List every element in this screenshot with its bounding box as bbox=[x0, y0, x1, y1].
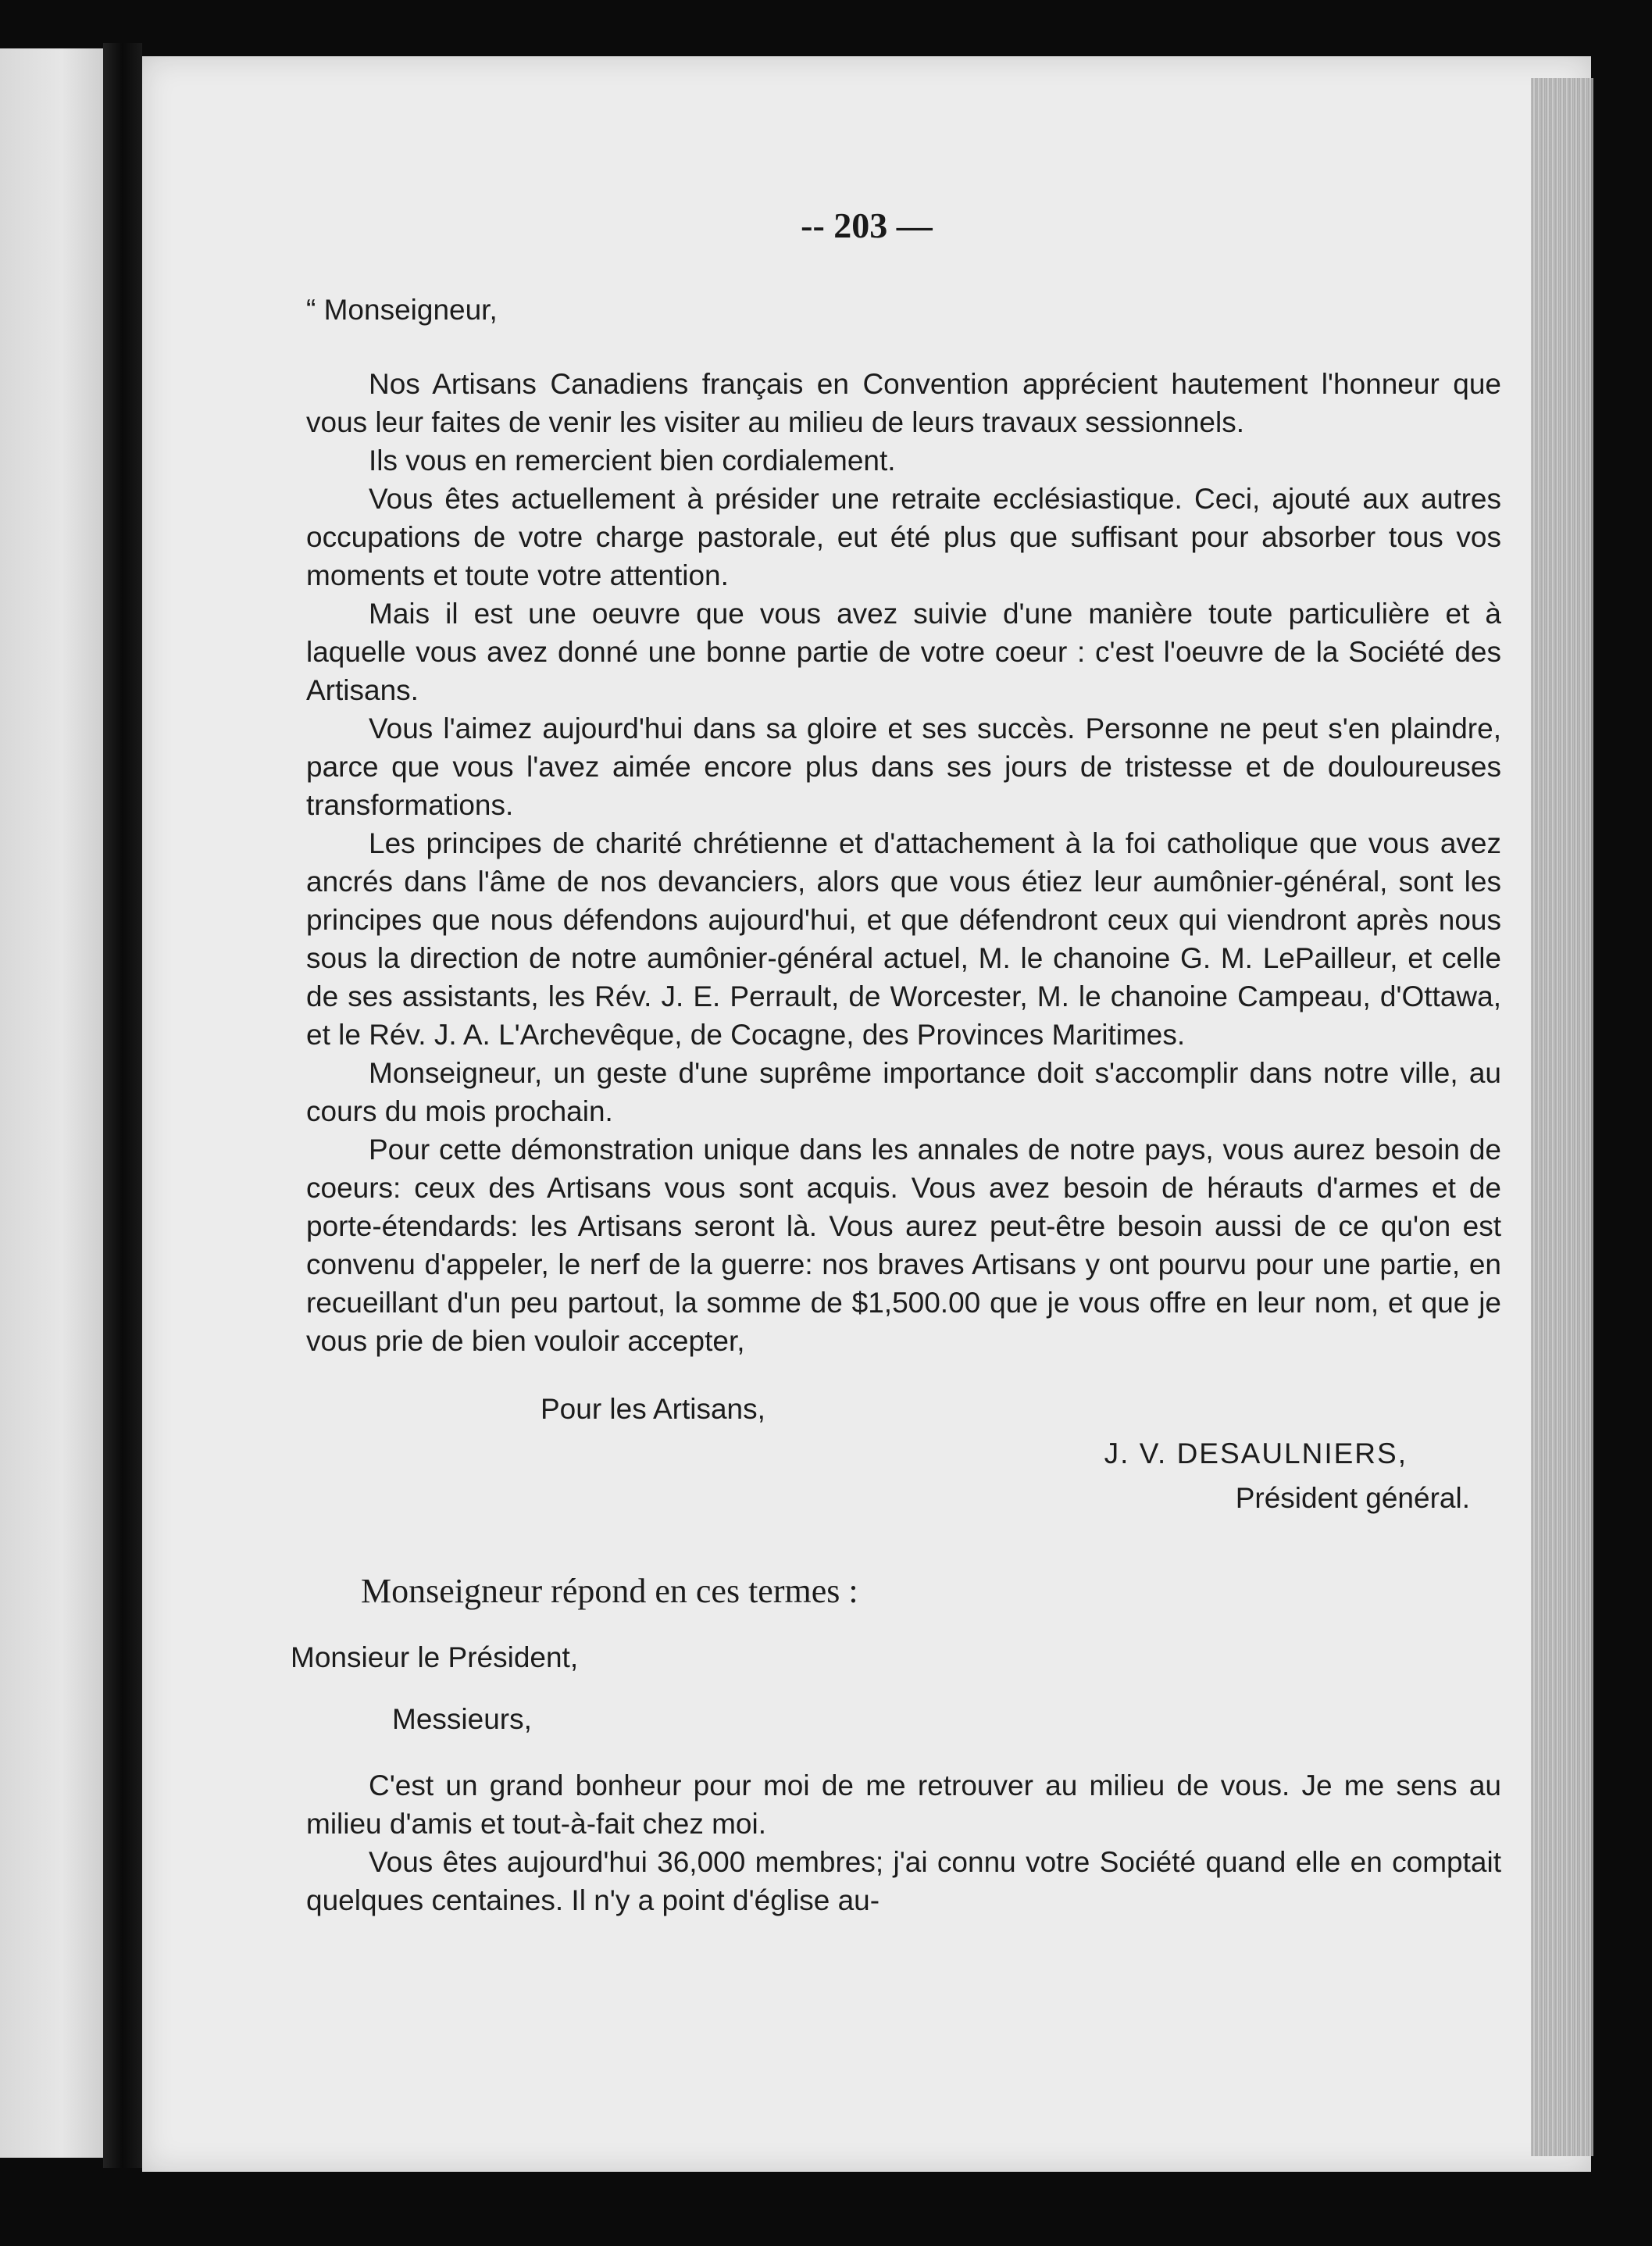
facing-page-edge bbox=[0, 48, 103, 2158]
book-gutter bbox=[103, 43, 142, 2168]
reply-salutation: Monsieur le Président, bbox=[291, 1641, 579, 1673]
letter-paragraph: Vous êtes actuellement à présider une retraite ecclésiastique. Ceci, ajouté aux autres occupations de votre charge pastorale, eut été plus que suffisant pour absorber tous vos moments et toute votre attention. bbox=[306, 483, 1501, 591]
letter-salutation: “ Monseigneur, bbox=[306, 294, 498, 326]
page-stack-edge bbox=[1531, 78, 1593, 2156]
signer-title: Président général. bbox=[1235, 1482, 1470, 1514]
signer-name: J. V. DESAULNIERS, bbox=[1104, 1437, 1408, 1469]
reply-paragraph: Vous êtes aujourd'hui 36,000 membres; j'ai connu votre Société quand elle en comptait quelques centaines. Il n'y a point d'église au- bbox=[306, 1846, 1501, 1916]
letter-paragraph: Les principes de charité chrétienne et d'attachement à la foi catholique que vous avez ancrés dans l'âme de nos devanciers, alors que vous étiez leur aumônier-général, sont les principes que nous défendons aujourd'hui, et que défendront ceux qui viendront après nous sous la direction de notre aumônier-général actuel, M. le chanoine G. M. LePailleur, et celle de ses assistants, les Rév. J. E. Perrault, de Worcester, M. le chanoine Campeau, d'Ottawa, et le Rév. J. A. L'Archevêque, de Cocagne, des Provinces Maritimes. bbox=[306, 827, 1501, 1051]
letter-paragraph: Ils vous en remercient bien cordialement. bbox=[369, 445, 896, 477]
reply-salutation-secondary: Messieurs, bbox=[392, 1703, 532, 1735]
letter-paragraph: Nos Artisans Canadiens français en Convention apprécient hautement l'honneur que vous leur faites de venir les visiter au milieu de leurs travaux sessionnels. bbox=[306, 368, 1501, 438]
page-number: -- 203 — bbox=[801, 205, 933, 245]
letter-closing: Pour les Artisans, bbox=[541, 1393, 765, 1425]
book-page bbox=[142, 56, 1591, 2172]
letter-paragraph: Monseigneur, un geste d'une suprême importance doit s'accomplir dans notre ville, au cours du mois prochain. bbox=[306, 1057, 1501, 1127]
page-text bbox=[291, 291, 1501, 1919]
letter-paragraph: Pour cette démonstration unique dans les annales de notre pays, vous aurez besoin de coeurs: ceux des Artisans vous sont acquis. Vous avez besoin de hérauts d'armes et de porte-étendards: les Artisans seront là. Vous aurez peut-être besoin aussi de ce qu'on est convenu d'appeler, le nerf de la guerre: nos braves Artisans y ont pourvu pour une partie, en recueillant d'un peu partout, la somme de $1,500.00 que je vous offre en leur nom, et que je vous prie de bien vouloir accepter, bbox=[306, 1134, 1501, 1357]
letter-paragraph: Mais il est une oeuvre que vous avez suivie d'une manière toute particulière et à laquelle vous avez donné une bonne partie de votre coeur : c'est l'oeuvre de la Société des Artisans. bbox=[306, 598, 1501, 706]
letter-paragraph: Vous l'aimez aujourd'hui dans sa gloire et ses succès. Personne ne peut s'en plaindre, parce que vous l'avez aimée encore plus dans ses jours de tristesse et de douloureuses transformations. bbox=[306, 712, 1501, 821]
reply-heading: Monseigneur répond en ces termes : bbox=[361, 1572, 858, 1610]
reply-paragraph: C'est un grand bonheur pour moi de me retrouver au milieu de vous. Je me sens au milieu d'amis et tout-à-fait chez moi. bbox=[306, 1769, 1501, 1840]
